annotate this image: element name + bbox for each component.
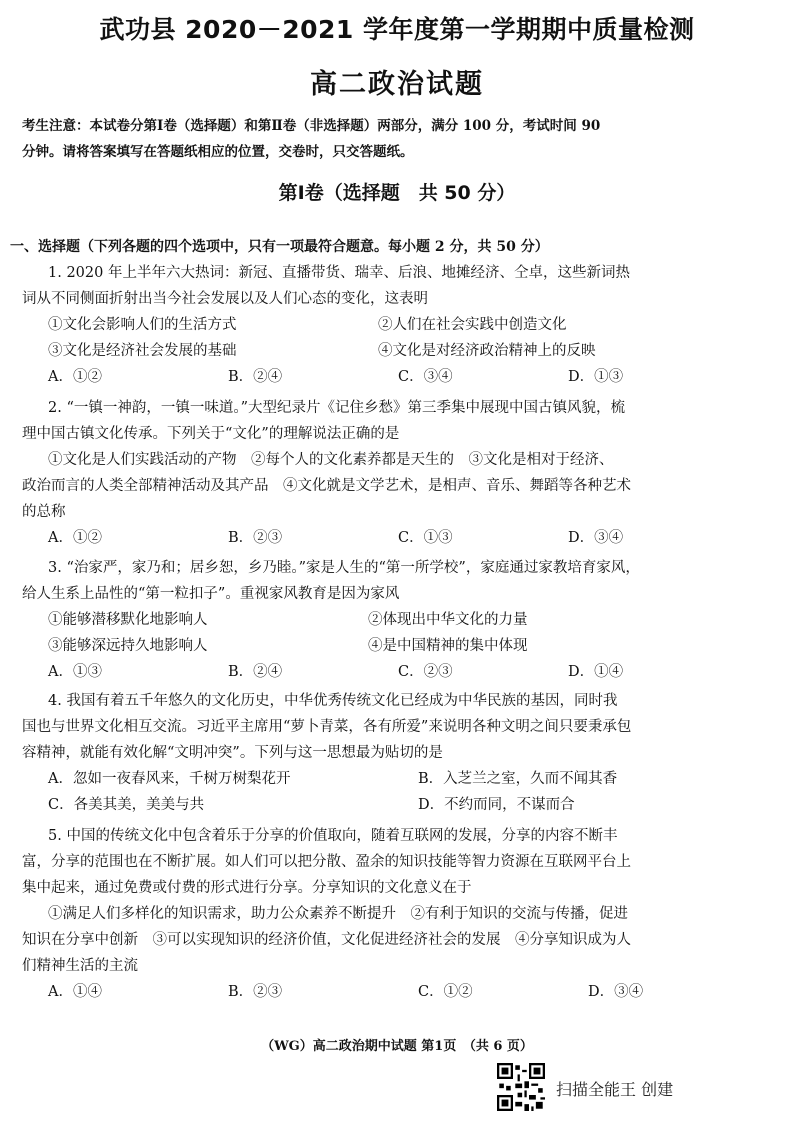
option-b: B．②④ (228, 369, 283, 385)
question-4 (22, 688, 774, 818)
question-5 (22, 823, 774, 1005)
option-a: A．①② (48, 369, 102, 385)
options-row (22, 792, 774, 818)
exam-title: 武功县 2020－2021 学年度第一学期期中质量检测 (99, 15, 695, 44)
statement-2: ②人们在社会实践中创造文化 (378, 317, 567, 333)
question-stem: 4. 我国有着五千年悠久的文化历史，中华优秀传统文化已经成为中华民族的基因，同时我 (48, 693, 618, 709)
statement-4: ④是中国精神的集中体现 (368, 638, 528, 654)
option-a: A．①③ (48, 664, 102, 680)
statements-text-cont: 政治而言的人类全部精神活动及其产品 ④文化就是文学艺术，是相声、音乐、舞蹈等各种艺术 (22, 478, 631, 494)
statements-text: ①满足人们多样化的知识需求，助力公众素养不断提升 ②有利于知识的交流与传播，促进 (48, 906, 628, 922)
option-c: C．各美其美，美美与共 (48, 797, 205, 813)
option-d: D．不约而同，不谋而合 (418, 797, 575, 813)
exam-subtitle: 高二政治试题 (310, 69, 484, 100)
question-stem-cont: 词从不同侧面折射出当今社会发展以及人们心态的变化，这表明 (22, 291, 428, 307)
qr-code-icon (497, 1063, 545, 1111)
options-row (22, 525, 774, 551)
option-d: D．①③ (568, 369, 624, 385)
page-footer: （WG）高二政治期中试题 第1页 （共 6 页） (261, 1039, 533, 1054)
options-row (22, 766, 774, 792)
question-stem-end: 容精神，就能有效化解“文明冲突”。下列与这一思想最为贴切的是 (22, 745, 443, 761)
question-1 (22, 260, 774, 390)
question-stem-end: 集中起来，通过免费或付费的形式进行分享。分享知识的文化意义在于 (22, 880, 472, 896)
question-2 (22, 395, 774, 551)
option-d: D．③④ (568, 530, 624, 546)
option-c: C．①③ (398, 530, 453, 546)
statement-3: ③能够深远持久地影响人 (48, 638, 208, 654)
question-stem: 1. 2020 年上半年六大热词：新冠、直播带货、瑞幸、后浪、地摊经济、仝卓，这些新词热 (48, 265, 630, 281)
option-b: B．②③ (228, 530, 283, 546)
option-c: C．①② (418, 984, 473, 1000)
options-row (22, 979, 774, 1005)
statement-3: ③文化是经济社会发展的基础 (48, 343, 237, 359)
option-d: D．③④ (588, 984, 644, 1000)
options-row (22, 659, 774, 685)
statement-4: ④文化是对经济政治精神上的反映 (378, 343, 596, 359)
question-stem: 2. “一镇一神韵，一镇一味道。”大型纪录片《记住乡愁》第三季集中展现中国古镇风貌，梳 (48, 400, 626, 416)
option-c: C．③④ (398, 369, 453, 385)
question-3 (22, 555, 774, 685)
question-stem: 5. 中国的传统文化中包含着乐于分享的价值取向，随着互联网的发展，分享的内容不断丰 (48, 828, 618, 844)
statement-1: ①文化会影响人们的生活方式 (48, 317, 237, 333)
section-instructions: 一、选择题（下列各题的四个选项中，只有一项最符合题意。每小题 2 分，共 50 分） (10, 239, 549, 255)
option-a: A．①② (48, 530, 102, 546)
question-stem-cont: 富，分享的范围也在不断扩展。如人们可以把分散、盈余的知识技能等智力资源在互联网平台上 (22, 854, 631, 870)
option-c: C．②③ (398, 664, 453, 680)
option-a: A．忽如一夜春风来，千树万树梨花开 (48, 771, 291, 787)
statements-text-end: 的总称 (22, 504, 66, 520)
question-stem-cont: 国也与世界文化相互交流。习近平主席用“萝卜青菜，各有所爱”来说明各种文明之间只要秉承包 (22, 719, 632, 735)
question-stem-cont: 给人生系上品性的“第一粒扣子”。重视家风教育是因为家风 (22, 586, 400, 602)
option-b: B．②③ (228, 984, 283, 1000)
notice-line-1: 考生注意：本试卷分第Ⅰ卷（选择题）和第Ⅱ卷（非选择题）两部分，满分 100 分，考试时间 90 (22, 118, 601, 134)
scanner-watermark: 扫描全能王 创建 (556, 1080, 674, 1099)
exam-notice (22, 113, 774, 165)
statements-text: ①文化是人们实践活动的产物 ②每个人的文化素养都是天生的 ③文化是相对于经济、 (48, 452, 614, 468)
statement-2: ②体现出中华文化的力量 (368, 612, 528, 628)
option-b: B．②④ (228, 664, 283, 680)
option-b: B．入芝兰之室，久而不闻其香 (418, 771, 618, 787)
statement-1: ①能够潜移默化地影响人 (48, 612, 208, 628)
section-title: 第Ⅰ卷（选择题 共 50 分） (278, 182, 516, 204)
notice-line-2: 分钟。请将答案填写在答题纸相应的位置，交卷时，只交答题纸。 (22, 144, 414, 160)
statement-row (22, 607, 774, 633)
statement-row (22, 633, 774, 659)
option-a: A．①④ (48, 984, 102, 1000)
question-stem: 3. “治家严，家乃和；居乡恕，乡乃睦。”家是人生的“第一所学校”，家庭通过家教培育家风， (48, 560, 640, 576)
statement-row (22, 338, 774, 364)
option-d: D．①④ (568, 664, 624, 680)
statement-row (22, 312, 774, 338)
statements-text-end: 们精神生活的主流 (22, 958, 138, 974)
options-row (22, 364, 774, 390)
statements-text-cont: 知识在分享中创新 ③可以实现知识的经济价值，文化促进经济社会的发展 ④分享知识成为人 (22, 932, 631, 948)
question-stem-cont: 理中国古镇文化传承。下列关于“文化”的理解说法正确的是 (22, 426, 400, 442)
